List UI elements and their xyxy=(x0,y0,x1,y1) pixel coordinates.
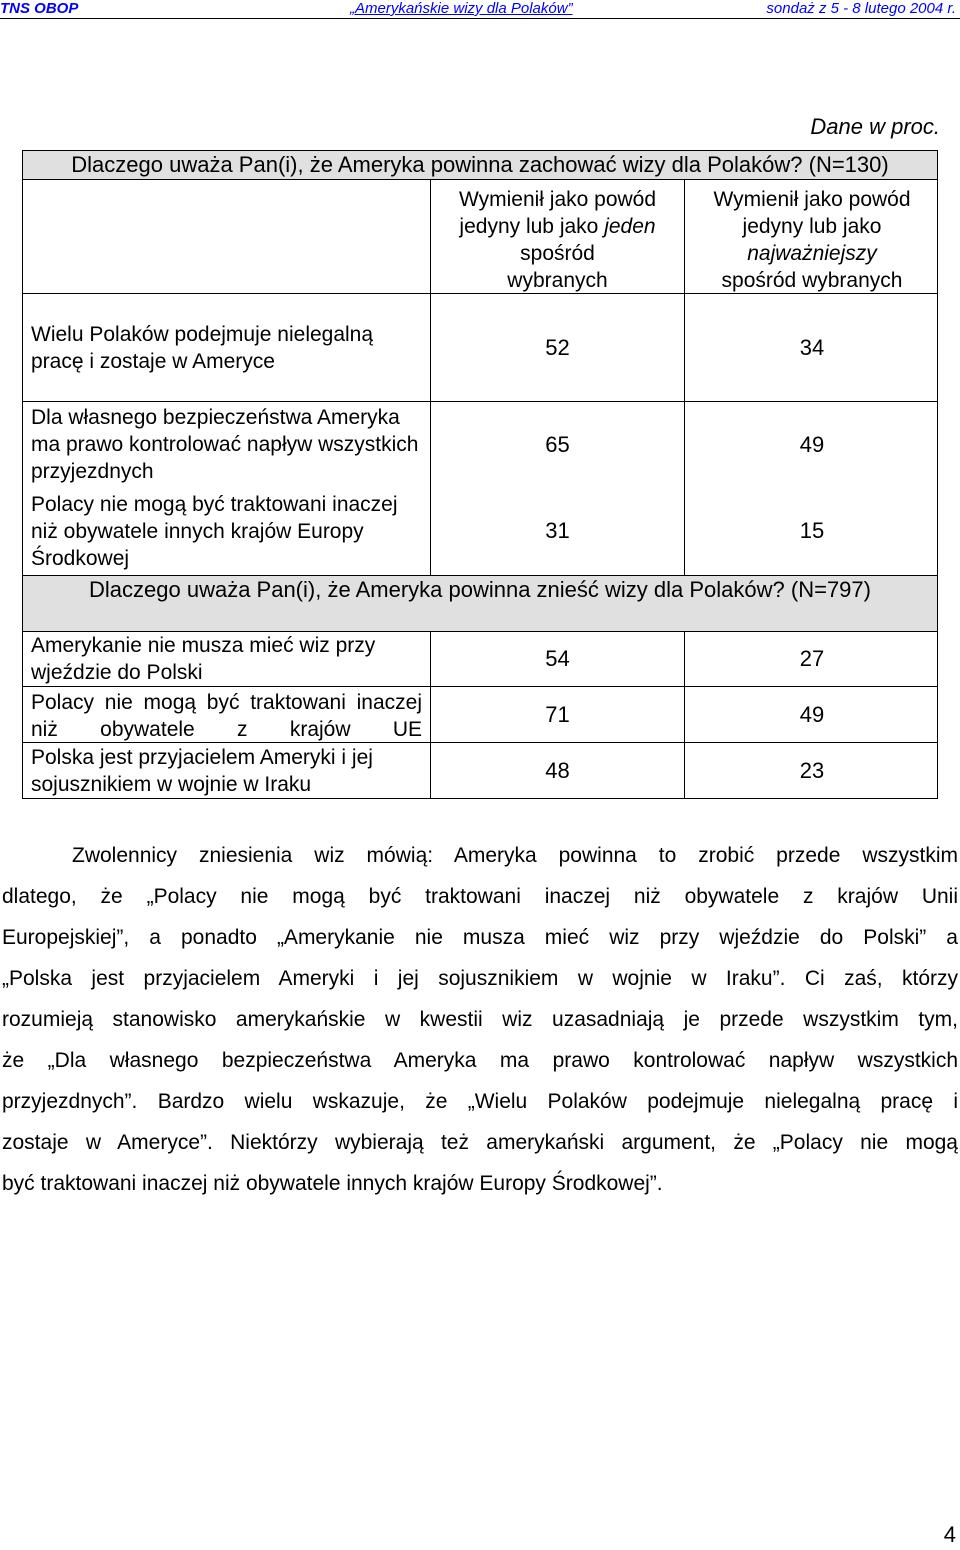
row-value-1: 54 xyxy=(430,632,684,686)
row-value-2: 34 xyxy=(684,294,939,401)
table-row xyxy=(22,742,938,799)
row-value-1: 31 xyxy=(430,487,684,575)
row-label: Polacy nie mogą być traktowani inaczej niż obywatele z krajów UE xyxy=(31,691,422,741)
row-value-2: 15 xyxy=(684,487,939,575)
table-row xyxy=(22,293,938,401)
row-value-1: 52 xyxy=(430,294,684,401)
question-2-text: Dlaczego uważa Pan(i), że Ameryka powinna znieść wizy dla Polaków? (N=797) xyxy=(89,577,871,602)
row-label: Dla własnego bezpieczeństwa Ameryka ma prawo kontrolować napływ wszystkich przyjezdnych xyxy=(31,406,419,483)
table-row xyxy=(22,401,938,487)
row-value-1: 65 xyxy=(430,402,684,487)
question-2-banner xyxy=(22,575,938,631)
paragraph-line: być traktowani inaczej niż obywatele innych krajów Europy Środkowej”. xyxy=(2,1172,663,1195)
row-label: Polska jest przyjacielem Ameryki i jej sojusznikiem w wojnie w Iraku xyxy=(31,745,373,796)
row-label: Wielu Polaków podejmuje nielegalną pracę i zostaje w Ameryce xyxy=(31,322,374,373)
row-value-1: 48 xyxy=(430,743,684,798)
paragraph-line: zostaje w Ameryce”. Niektórzy wybierają też amerykański argument, że „Polacy nie mogą xyxy=(2,1131,958,1154)
paragraph-line: Zwolennicy zniesienia wiz mówią: Ameryka powinna to zrobić przede wszystkim xyxy=(72,844,958,867)
paragraph-line: dlatego, że „Polacy nie mogą być traktowani inaczej niż obywatele z krajów Unii xyxy=(2,885,958,908)
row-value-1: 71 xyxy=(430,687,684,742)
row-label: Amerykanie nie musza mieć wiz przy wjeździe do Polski xyxy=(31,634,376,684)
column-header-row xyxy=(22,179,938,293)
row-label: Polacy nie mogą być traktowani inaczej niż obywatele innych krajów Europy Środkowej xyxy=(31,492,398,570)
summary-paragraph xyxy=(2,835,958,1204)
column-header-2: Wymienił jako powód jedyny lub jako najważniejszy spośród wybranych xyxy=(684,180,939,293)
header-empty-cell xyxy=(23,180,430,293)
page-number: 4 xyxy=(943,1522,956,1547)
row-value-2: 49 xyxy=(684,402,939,487)
header-date: sondaż z 5 - 8 lutego 2004 r. xyxy=(766,0,956,17)
paragraph-line: że „Dla własnego bezpieczeństwa Ameryka ma prawo kontrolować napływ wszystkich xyxy=(2,1049,958,1072)
paragraph-line: przyjezdnych”. Bardzo wielu wskazuje, że „Wielu Polaków podejmuje nielegalną pracę i xyxy=(2,1090,958,1113)
row-value-2: 49 xyxy=(684,687,939,742)
question-1-banner xyxy=(22,150,938,179)
paragraph-line: rozumieją stanowisko amerykańskie w kwestii wiz uzasadniają je przede wszystkim tym, xyxy=(2,1008,958,1031)
table-row xyxy=(22,686,938,742)
header-org: TNS OBOP xyxy=(0,0,79,17)
paragraph-line: Europejskiej”, a ponadto „Amerykanie nie musza mieć wiz przy wjeździe do Polski” a xyxy=(2,926,958,949)
table-row xyxy=(22,487,938,575)
paragraph-line: „Polska jest przyjacielem Ameryki i jej sojusznikiem w wojnie w Iraku”. Ci zaś, którzy xyxy=(2,967,958,990)
column-header-1: Wymienił jako powód jedyny lub jako jeden spośród wybranych xyxy=(430,180,684,293)
row-value-2: 23 xyxy=(684,743,939,798)
question-1-text: Dlaczego uważa Pan(i), że Ameryka powinna zachować wizy dla Polaków? (N=130) xyxy=(71,152,889,177)
table-row xyxy=(22,631,938,686)
header-title: „Amerykańskie wizy dla Polaków” xyxy=(350,0,573,17)
page-header xyxy=(0,0,960,19)
row-value-2: 27 xyxy=(684,632,939,686)
units-note: Dane w proc. xyxy=(810,114,940,139)
